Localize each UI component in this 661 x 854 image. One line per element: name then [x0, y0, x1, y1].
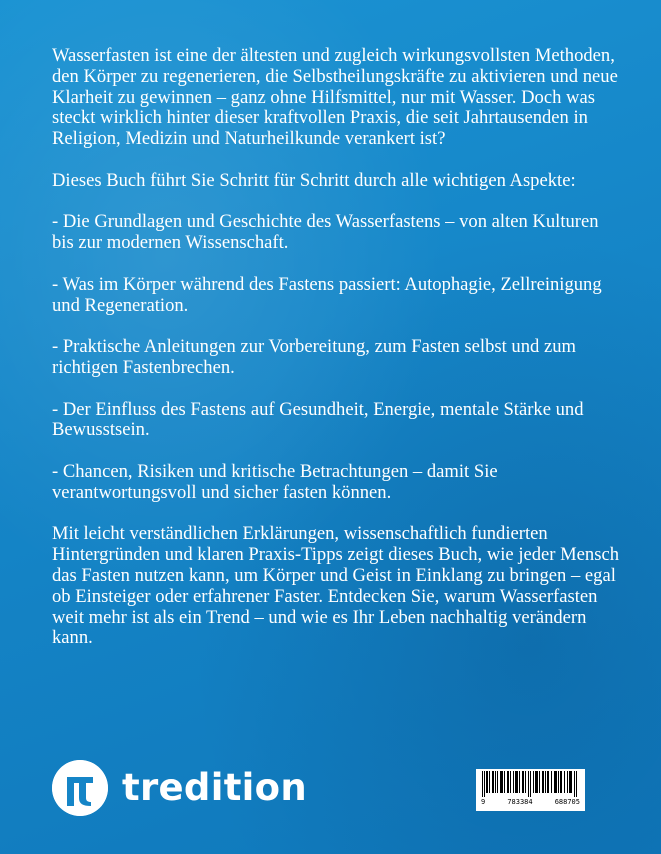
- blurb-bullet-practice: - Praktische Anleitungen zur Vorbereitung, zum Fasten selbst und zum richtigen Fastenbrechen.: [52, 336, 576, 378]
- blurb-bullet-body: - Was im Körper während des Fastens passiert: Autophagie, Zellreinigung und Regeneration.: [52, 273, 602, 316]
- isbn-barcode: [476, 769, 585, 811]
- blurb-bullet-risks: - Chancen, Risiken und kritische Betrachtungen – damit Sie verantwortungsvoll und sicher fasten können.: [52, 460, 498, 503]
- blurb-bullet-influence: - Der Einfluss des Fastens auf Gesundheit, Energie, mentale Stärke und Bewusstsein.: [52, 398, 584, 441]
- barcode-bars: [479, 771, 582, 797]
- publisher-name: tredition: [122, 766, 308, 809]
- blurb-paragraph-intro: Wasserfasten ist eine der ältesten und zugleich wirkungsvollsten Methoden, den Körper zu regenerieren, die Selbstheilungskräfte zu aktivieren und neue Klarheit zu gewinnen – ganz ohne Hilfsmittel, nur mit Wasser. Doch was steckt wirklich hinter dieser kraftvollen Praxis, die seit Jahrtausenden in Religion, Medizin und Naturheilkunde verankert ist?: [52, 45, 618, 150]
- blurb-bullet-basics: - Die Grundlagen und Geschichte des Wasserfastens – von alten Kulturen bis zur modernen Wissenschaft.: [52, 211, 599, 254]
- blurb-text: [52, 46, 622, 649]
- barcode-digits: [479, 797, 582, 807]
- barcode-group-2: 688705: [554, 798, 580, 806]
- blurb-paragraph-closing: Mit leicht verständlichen Erklärungen, wissenschaftlich fundierten Hintergründen und klaren Praxis-Tipps zeigt dieses Buch, wie jeder Mensch das Fasten nutzen kann, um Körper und Geist in Einklang zu bringen – egal ob Einsteiger oder erfahrener Faster. Entdecken Sie, warum Wasserfasten weit mehr ist als ein Trend – und wie es Ihr Leben nachhaltig verändern kann.: [52, 523, 620, 649]
- barcode-group-1: 783384: [507, 798, 533, 806]
- publisher-logo: [52, 760, 307, 816]
- barcode-prefix: 9: [481, 798, 486, 806]
- blurb-paragraph-overview: Dieses Buch führt Sie Schritt für Schritt durch alle wichtigen Aspekte:: [52, 169, 576, 191]
- tredition-logo-icon: [52, 760, 108, 816]
